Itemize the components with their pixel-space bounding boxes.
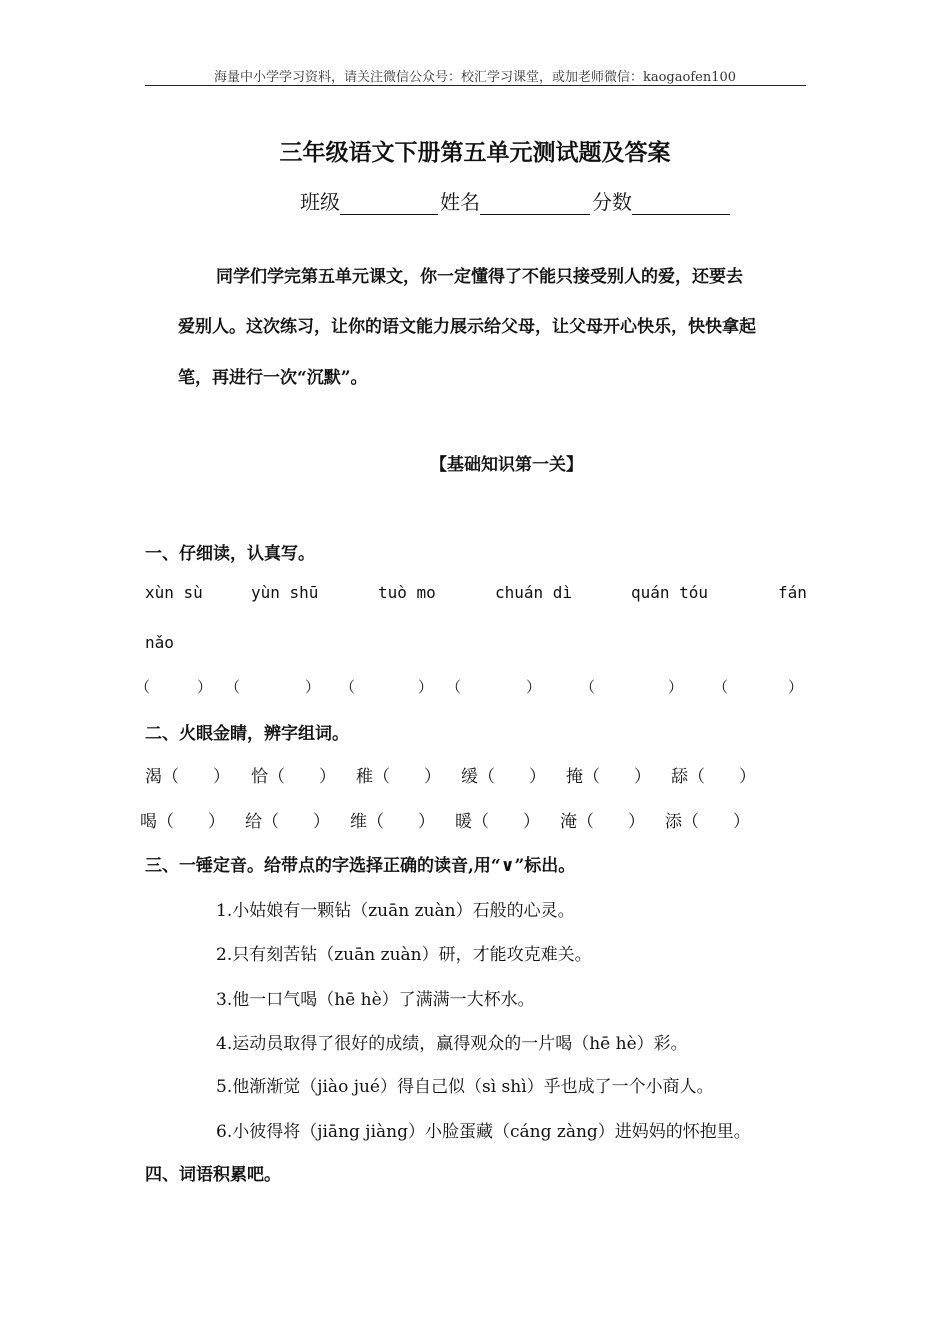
- word-group-item: 暖（ ）: [455, 812, 540, 832]
- pinyin-item: yùn shū: [251, 583, 319, 602]
- pinyin-item: xùn sù: [145, 583, 203, 602]
- question-item: 3.他一口气喝（hē hè）了满满一大杯水。: [216, 990, 535, 1010]
- answer-bracket-open: （: [713, 678, 729, 696]
- word-group-item: 喝（ ）: [140, 812, 225, 832]
- question-item: 2.只有刻苦钻（zuān zuàn）研，才能攻克难关。: [216, 945, 592, 965]
- word-group-item: 缓（ ）: [461, 767, 546, 787]
- score-blank[interactable]: [632, 192, 730, 215]
- question-item: 6.小彼得将（jiāng jiàng）小脸蛋藏（cáng zàng）进妈妈的怀抱里。: [216, 1122, 751, 1142]
- word-group-item: 给（ ）: [245, 812, 330, 832]
- section-1-heading: 一、仔细读，认真写。: [145, 544, 315, 564]
- question-item: 4.运动员取得了很好的成绩，赢得观众的一片喝（hē hè）彩。: [216, 1034, 688, 1054]
- student-info-fields: [300, 186, 732, 215]
- name-blank[interactable]: [480, 192, 590, 215]
- answer-bracket-close: ）: [418, 678, 434, 696]
- name-label: 姓名: [440, 190, 480, 214]
- word-group-item: 恰（ ）: [251, 767, 336, 787]
- pinyin-item: tuò mo: [378, 583, 436, 602]
- word-group-item: 淹（ ）: [560, 812, 645, 832]
- section-2-heading: 二、火眼金睛，辨字组词。: [145, 724, 349, 744]
- pinyin-item: chuán dì: [495, 583, 573, 602]
- answer-bracket-close: ）: [668, 678, 684, 696]
- class-blank[interactable]: [340, 192, 438, 215]
- score-label: 分数: [592, 190, 632, 214]
- answer-bracket-close: ）: [197, 678, 213, 696]
- section-3-heading: 三、一锤定音。给带点的字选择正确的读音,用“∨”标出。: [145, 856, 576, 876]
- answer-bracket-open: （: [135, 678, 151, 696]
- pinyin-item: fán: [778, 583, 807, 602]
- class-label: 班级: [300, 190, 340, 214]
- intro-line-3: 笔，再进行一次“沉默”。: [178, 368, 368, 388]
- page-header-note: 海量中小学学习资料，请关注微信公众号：校汇学习课堂，或加老师微信：kaogaofen100: [213, 70, 737, 85]
- page-title: 三年级语文下册第五单元测试题及答案: [279, 139, 671, 166]
- word-group-item: 掩（ ）: [566, 767, 651, 787]
- question-item: 1.小姑娘有一颗钻（zuān zuàn）石般的心灵。: [216, 901, 575, 921]
- section-4-heading: 四、词语积累吧。: [145, 1165, 281, 1185]
- answer-bracket-close: ）: [305, 678, 321, 696]
- header-divider: [145, 85, 806, 86]
- pinyin-item: quán tóu: [631, 583, 709, 602]
- answer-bracket-open: （: [580, 678, 596, 696]
- answer-bracket-close: ）: [788, 678, 804, 696]
- pinyin-item: nǎo: [145, 633, 174, 652]
- word-group-item: 渴（ ）: [145, 767, 230, 787]
- stage-heading: 【基础知识第一关】: [430, 455, 583, 475]
- word-group-item: 维（ ）: [350, 812, 435, 832]
- answer-bracket-open: （: [446, 678, 462, 696]
- word-group-item: 添（ ）: [665, 812, 750, 832]
- intro-line-2: 爱别人。这次练习，让你的语文能力展示给父母，让父母开心快乐，快快拿起: [178, 317, 756, 337]
- answer-bracket-close: ）: [526, 678, 542, 696]
- word-group-item: 稚（ ）: [356, 767, 441, 787]
- intro-line-1: 同学们学完第五单元课文，你一定懂得了不能只接受别人的爱，还要去: [216, 267, 743, 287]
- word-group-item: 舔（ ）: [671, 767, 756, 787]
- answer-bracket-open: （: [340, 678, 356, 696]
- question-item: 5.他渐渐觉（jiào jué）得自己似（sì shì）乎也成了一个小商人。: [216, 1077, 714, 1097]
- answer-bracket-open: （: [225, 678, 241, 696]
